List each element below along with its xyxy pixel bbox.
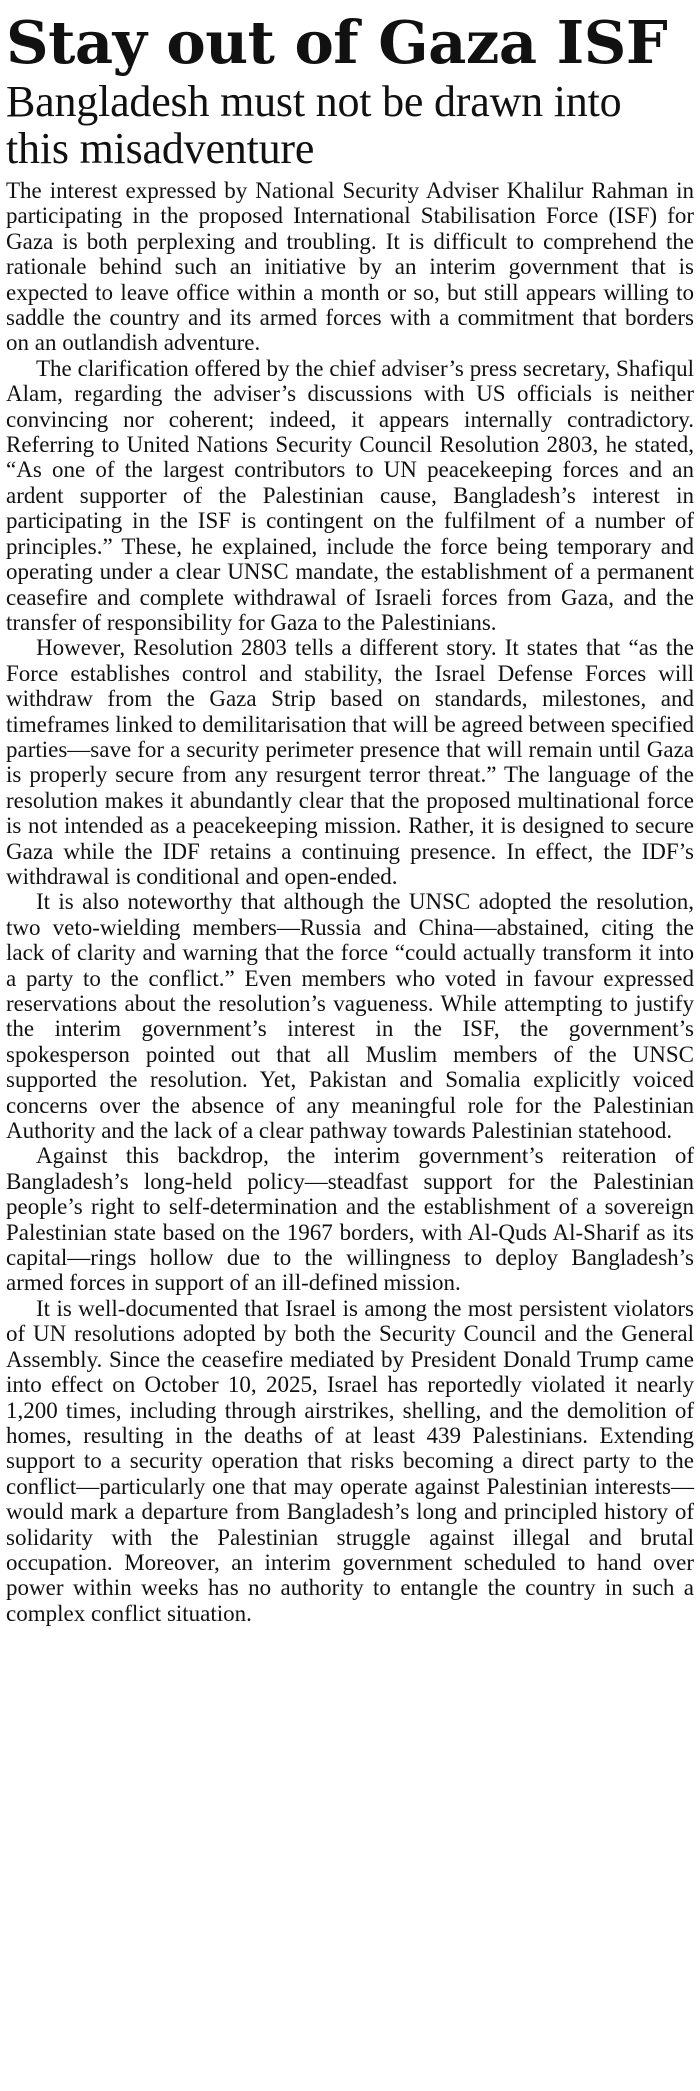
paragraph-2: The clarification offered by the chief adviser’s press secretary, Shafiqul Alam, regarding the adviser’s discussions with US officials is neither convincing nor coherent; indeed, it appears internally contradictory. Referring to United Nations Security Council Resolution 2803, he stated, “As one of the largest contributors to UN peacekeeping forces and an ardent supporter of the Palestinian cause, Bangladesh’s interest in participating in the ISF is contingent on the fulfilment of a number of principles.” These, he explained, include the force being temporary and operating under a clear UNSC mandate, the establishment of a permanent ceasefire and complete withdrawal of Israeli forces from Gaza, and the transfer of responsibility for Gaza to the Palestinians.: [6, 355, 694, 635]
paragraph-6: It is well-documented that Israel is among the most persistent violators of UN resolutions adopted by both the Security Council and the General Assembly. Since the ceasefire mediated by President Donald Trump came into effect on October 10, 2025, Israel has reportedly violated it nearly 1,200 times, including through airstrikes, shelling, and the demolition of homes, resulting in the deaths of at least 439 Palestinians. Extending support to a security operation that risks becoming a direct party to the conflict—particularly one that may operate against Palestinian interests—would mark a departure from Bangladesh’s long and principled history of solidarity with the Palestinian struggle against illegal and brutal occupation. Moreover, an interim government scheduled to hand over power within weeks has no authority to entangle the country in such a complex conflict situation.: [6, 1295, 694, 1626]
paragraph-5: Against this backdrop, the interim government’s reiteration of Bangladesh’s long-held policy—steadfast support for the Palestinian people’s right to self-determination and the establishment of a sovereign Palestinian state based on the 1967 borders, with Al-Quds Al-Sharif as its capital—rings hollow due to the willingness to deploy Bangladesh’s armed forces in support of an ill-defined mission.: [6, 1143, 694, 1296]
paragraph-4: It is also noteworthy that although the UNSC adopted the resolution, two veto-wielding members—Russia and China—abstained, citing the lack of clarity and warning that the force “could actually transform it into a party to the conflict.” Even members who voted in favour expressed reservations about the resolution’s vagueness. While attempting to justify the interim government’s interest in the ISF, the government’s spokesperson pointed out that all Muslim members of the UNSC supported the resolution. Yet, Pakistan and Somalia explicitly voiced concerns over the absence of any meaningful role for the Palestinian Authority and the lack of a clear pathway towards Palestinian statehood.: [6, 889, 694, 1144]
subheadline: Bangladesh must not be drawn into this misadventure: [6, 77, 622, 173]
paragraph-1: The interest expressed by National Security Adviser Khalilur Rahman in participating in the proposed International Stabilisation Force (ISF) for Gaza is both perplexing and troubling. It is difficult to comprehend the rationale behind such an initiative by an interim government that is expected to leave office within a month or so, but still appears willing to saddle the country and its armed forces with a commitment that borders on an outlandish adventure.: [6, 178, 694, 356]
paragraph-3: However, Resolution 2803 tells a different story. It states that “as the Force establishes control and stability, the Israel Defense Forces will withdraw from the Gaza Strip based on standards, milestones, and timeframes linked to demilitarisation that will be agreed between specified parties—save for a security perimeter presence that will remain until Gaza is properly secure from any resurgent terror threat.” The language of the resolution makes it abundantly clear that the proposed multinational force is not intended as a peacekeeping mission. Rather, it is designed to secure Gaza while the IDF retains a continuing presence. In effect, the IDF’s withdrawal is conditional and open-ended.: [6, 635, 694, 889]
headline: Stay out of Gaza ISF: [6, 8, 668, 77]
article-body: [0, 178, 700, 1626]
